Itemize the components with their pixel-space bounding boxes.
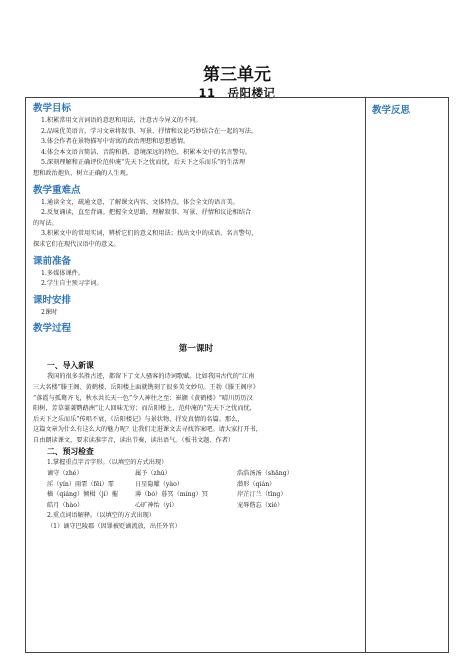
intro-text-line: 三大名楼”滕王阁、黄鹤楼、岳阳楼上面就镌刻了很多美文妙句。王勃《滕王阁序》 bbox=[33, 383, 259, 391]
goal-item: 4.体会本文语言简洁、音韵和谐、意境深远的特色，积累本文中的名言警句。 bbox=[41, 148, 252, 156]
vocab-item: 樯（qiáng）倾楫（jí）摧 bbox=[47, 491, 118, 499]
explain-subheading: 2.重点词语解释。（以填空的方式出现） bbox=[47, 512, 155, 520]
preview-subheading: 1.掌握重点字音字形。（以填空的方式出现） bbox=[47, 459, 168, 467]
goal-item: 1.积累常用文言词语的意思和用法，注意古今异义的不同。 bbox=[41, 117, 202, 124]
vocab-item: 日星隐曜（yào） bbox=[135, 480, 184, 488]
key-point-item: 1.通读全文，疏通文意，了解课文内容、文体特点，体会全文的语言美。 bbox=[41, 198, 239, 206]
section-heading-goals: 教学目标 bbox=[33, 103, 72, 114]
section-heading-prep: 课前准备 bbox=[33, 255, 72, 267]
intro-text-line: “落霞与孤鹜齐飞，秋水共长天一色”令人神往之至；崔颢《黄鹤楼》“晴川历历汉 bbox=[33, 394, 253, 402]
vocab-table bbox=[33, 469, 359, 511]
intro-heading: 一、导入新课 bbox=[47, 361, 94, 371]
vocab-item: 皓月（hào） bbox=[47, 501, 84, 509]
vocab-item: 淫（yín）雨霏（fēi）霏 bbox=[47, 480, 114, 488]
intro-text-line: 自由朗读课文，要求读准字音，读出节奏，读出语气。（板书文题、作者） bbox=[33, 436, 235, 444]
preview-heading: 二、预习检查 bbox=[47, 447, 94, 457]
vocab-item: 薄（bó）暮冥（míng）冥 bbox=[135, 491, 208, 499]
intro-text-line: 阳树，芳草萋萋鹦鹉洲”让人回味无穷；而岳阳楼上，范仲淹的“先天下之忧而忧， bbox=[33, 405, 256, 413]
section-heading-process: 教学过程 bbox=[33, 323, 72, 335]
vocab-item: 浩浩汤汤（shāng） bbox=[237, 470, 293, 478]
intro-text-line: 我国的很多名胜古迹，都留下了文人骚客的诗词歌赋。比如我国古代的“江南 bbox=[47, 373, 255, 381]
lesson-title: 11 岳阳楼记 bbox=[198, 86, 276, 100]
vocab-item: 心旷神怡（yí） bbox=[135, 501, 178, 509]
key-point-item-continued: 探求它们在现代汉语中的意义。 bbox=[33, 240, 120, 248]
schedule-value: 2课时 bbox=[41, 308, 58, 316]
lesson-plan-table bbox=[25, 97, 449, 653]
main-column bbox=[26, 98, 365, 652]
goal-item-continued: 想和政治抱负，树立正确的人生观。 bbox=[33, 169, 132, 177]
goal-item: 5.深刻理解和正确评价范仲淹“先天下之忧而忧，后天下之乐而乐”的生活理 bbox=[41, 159, 246, 167]
vocab-item: 潜形（qián） bbox=[237, 480, 276, 488]
key-point-item: 3.积累文中的常用实词，辨析它们的意义和用法；找出文中的成语、名言警句， bbox=[41, 230, 258, 238]
reflection-heading: 教学反思 bbox=[372, 105, 411, 116]
section-heading-schedule: 课时安排 bbox=[33, 294, 72, 306]
key-point-item-continued: 的写法。 bbox=[33, 219, 58, 227]
vocab-item: 属予（zhǔ） bbox=[135, 470, 171, 478]
prep-item: 1.多媒体课件。 bbox=[41, 269, 85, 277]
unit-title: 第三单元 bbox=[203, 65, 271, 85]
vocab-item: 谪守（zhé） bbox=[47, 470, 83, 478]
explain-item: （1）谪守巴陵郡（因罪被贬谪流放，出任外官） bbox=[47, 523, 181, 531]
intro-text-line: 后天下之乐而乐”传唱不衰，《岳阳楼记》与景状物，抒发真情的名篇。那么， bbox=[33, 415, 244, 423]
goal-item: 2.品味优美语言，学习文章将叙事、写景、抒情和议论巧妙结合在一起的写法。 bbox=[41, 127, 258, 135]
intro-text-line: 这篇文章为什么有这么大的魅力呢？让我们走进课文去寻找答案吧。请大家打开书， bbox=[33, 426, 262, 434]
prep-item: 2.学生自主预习字词。 bbox=[41, 280, 103, 288]
first-lesson-title: 第一课时 bbox=[178, 344, 214, 355]
reflection-column bbox=[366, 98, 450, 652]
goal-item: 3.体会作者在景物描写中寄寓的政治理想和思想感情。 bbox=[41, 138, 190, 146]
section-heading-key-points: 教学重难点 bbox=[33, 184, 81, 196]
vocab-item: 岸芷汀兰（tīng） bbox=[237, 491, 287, 499]
key-point-item: 2.反复诵读，直至背诵。把握全文思路，理解叙事、写景、抒情和议论相结合 bbox=[41, 209, 252, 217]
vocab-item: 宠辱偕忘（xié） bbox=[237, 501, 284, 509]
